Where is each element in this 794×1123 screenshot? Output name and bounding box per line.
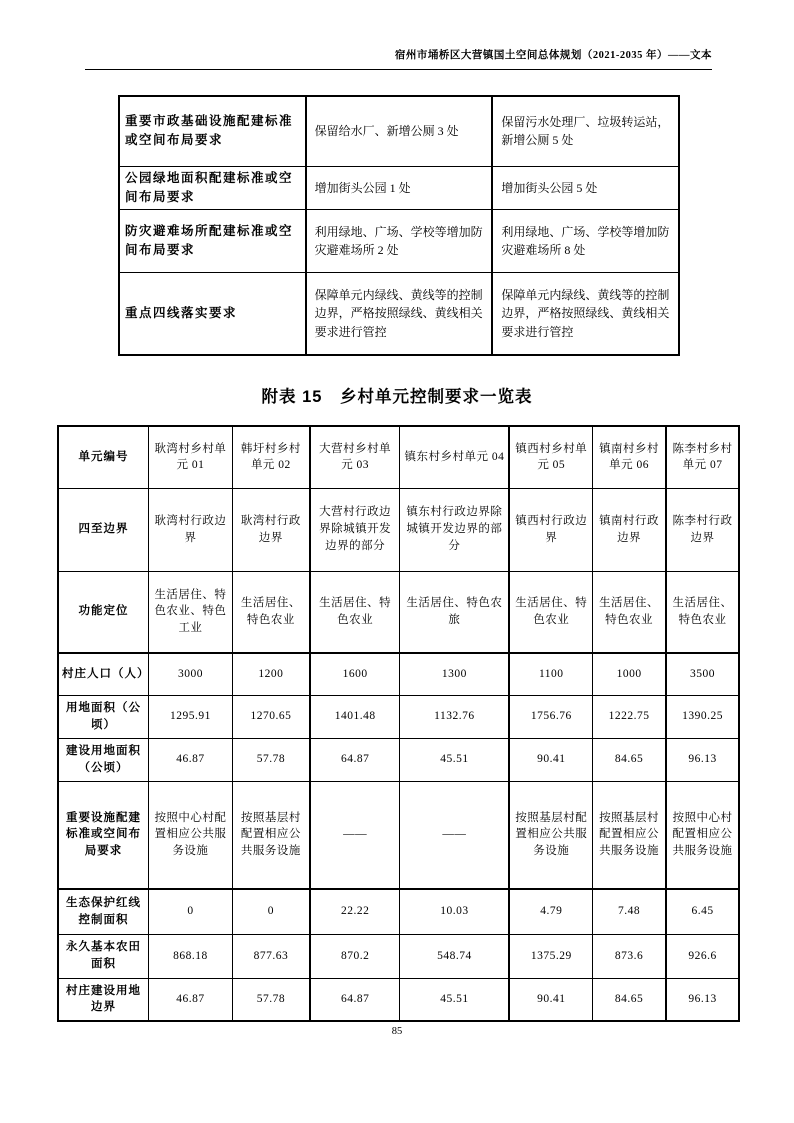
row-label: 用地面积（公顷） xyxy=(58,695,149,738)
table-cell: 64.87 xyxy=(310,738,400,781)
table-cell: 90.41 xyxy=(509,738,592,781)
table-row xyxy=(58,738,739,781)
column-header: 镇南村乡村单元 06 xyxy=(593,426,667,488)
table-row xyxy=(58,653,739,695)
table-cell: 84.65 xyxy=(593,978,667,1021)
row-label: 单元编号 xyxy=(58,426,149,488)
column-header: 镇西村乡村单元 05 xyxy=(509,426,592,488)
table-cell: 生活居住、特色农业 xyxy=(509,571,592,653)
table-cell: 548.74 xyxy=(400,934,510,978)
table-cell: —— xyxy=(310,781,400,889)
table-cell: 生活居住、特色农旅 xyxy=(400,571,510,653)
table-cell: 96.13 xyxy=(666,738,739,781)
document-header xyxy=(85,47,712,62)
table-cell: 877.63 xyxy=(232,934,310,978)
table-cell: 1756.76 xyxy=(509,695,592,738)
table-cell: 4.79 xyxy=(509,889,592,934)
table-cell: 1375.29 xyxy=(509,934,592,978)
table-row xyxy=(119,210,679,273)
row-label: 重要设施配建标准或空间布局要求 xyxy=(58,781,149,889)
table-row xyxy=(119,96,679,166)
table-cell: 增加街头公园 5 处 xyxy=(492,166,679,210)
table-row xyxy=(119,166,679,210)
table-cell: 1270.65 xyxy=(232,695,310,738)
table-cell: 1300 xyxy=(400,653,510,695)
table-cell: 镇西村行政边界 xyxy=(509,488,592,571)
village-unit-control-table xyxy=(57,425,740,1022)
row-label: 防灾避难场所配建标准或空间布局要求 xyxy=(119,210,306,273)
table-row xyxy=(119,273,679,355)
table-cell: 按照中心村配置相应公共服务设施 xyxy=(666,781,739,889)
table-cell: 生活居住、特色农业 xyxy=(232,571,310,653)
table-cell: 926.6 xyxy=(666,934,739,978)
table-cell: 按照基层村配置相应公共服务设施 xyxy=(232,781,310,889)
table-cell: 大营村行政边界除城镇开发边界的部分 xyxy=(310,488,400,571)
table-row xyxy=(58,488,739,571)
table-cell: 1200 xyxy=(232,653,310,695)
column-header: 镇东村乡村单元 04 xyxy=(400,426,510,488)
table-cell: 22.22 xyxy=(310,889,400,934)
table-cell: 保留给水厂、新增公厕 3 处 xyxy=(306,96,493,166)
header-divider xyxy=(85,69,712,70)
table-cell: 6.45 xyxy=(666,889,739,934)
table-cell: —— xyxy=(400,781,510,889)
row-label: 公园绿地面积配建标准或空间布局要求 xyxy=(119,166,306,210)
table-cell: 3500 xyxy=(666,653,739,695)
header-title: 宿州市埇桥区大营镇国土空间总体规划（2021-2035 年）——文本 xyxy=(394,50,712,61)
table-cell: 1401.48 xyxy=(310,695,400,738)
table-cell: 增加街头公园 1 处 xyxy=(306,166,493,210)
unit-control-requirements-table xyxy=(118,95,680,356)
table-row xyxy=(58,889,739,934)
table-cell: 1295.91 xyxy=(149,695,233,738)
row-label: 生态保护红线控制面积 xyxy=(58,889,149,934)
table-cell: 57.78 xyxy=(232,978,310,1021)
column-header: 耿湾村乡村单元 01 xyxy=(149,426,233,488)
table-cell: 1100 xyxy=(509,653,592,695)
table-row xyxy=(58,934,739,978)
table-cell: 45.51 xyxy=(400,738,510,781)
table-row xyxy=(58,978,739,1021)
table-cell: 84.65 xyxy=(593,738,667,781)
row-label: 重要市政基础设施配建标准或空间布局要求 xyxy=(119,96,306,166)
table-cell: 1222.75 xyxy=(593,695,667,738)
appendix-table-title: 附表 15 乡村单元控制要求一览表 xyxy=(261,388,533,406)
table-cell: 868.18 xyxy=(149,934,233,978)
table-cell: 生活居住、特色农业 xyxy=(666,571,739,653)
table-cell: 镇南村行政边界 xyxy=(593,488,667,571)
table-cell: 生活居住、特色农业 xyxy=(593,571,667,653)
table-cell: 90.41 xyxy=(509,978,592,1021)
table-cell: 1132.76 xyxy=(400,695,510,738)
table-cell: 按照基层村配置相应公共服务设施 xyxy=(509,781,592,889)
table-cell: 耿湾村行政边界 xyxy=(149,488,233,571)
table-cell: 按照中心村配置相应公共服务设施 xyxy=(149,781,233,889)
table-cell: 按照基层村配置相应公共服务设施 xyxy=(593,781,667,889)
table-cell: 镇东村行政边界除城镇开发边界的部分 xyxy=(400,488,510,571)
table-cell: 保障单元内绿线、黄线等的控制边界，严格按照绿线、黄线相关要求进行管控 xyxy=(492,273,679,355)
table-cell: 870.2 xyxy=(310,934,400,978)
column-header: 大营村乡村单元 03 xyxy=(310,426,400,488)
table-cell: 保障单元内绿线、黄线等的控制边界，严格按照绿线、黄线相关要求进行管控 xyxy=(306,273,493,355)
table-header-row xyxy=(58,426,739,488)
table-row xyxy=(58,695,739,738)
column-header: 韩圩村乡村单元 02 xyxy=(232,426,310,488)
table-cell: 46.87 xyxy=(149,738,233,781)
row-label: 永久基本农田面积 xyxy=(58,934,149,978)
table-cell: 45.51 xyxy=(400,978,510,1021)
table-cell: 陈李村行政边界 xyxy=(666,488,739,571)
table-cell: 873.6 xyxy=(593,934,667,978)
table-cell: 0 xyxy=(149,889,233,934)
row-label: 村庄人口（人） xyxy=(58,653,149,695)
table-cell: 1600 xyxy=(310,653,400,695)
row-label: 村庄建设用地边界 xyxy=(58,978,149,1021)
row-label: 功能定位 xyxy=(58,571,149,653)
row-label: 建设用地面积（公顷） xyxy=(58,738,149,781)
table-row xyxy=(58,571,739,653)
table-cell: 96.13 xyxy=(666,978,739,1021)
table-cell: 3000 xyxy=(149,653,233,695)
table-cell: 0 xyxy=(232,889,310,934)
table-cell: 10.03 xyxy=(400,889,510,934)
row-label: 重点四线落实要求 xyxy=(119,273,306,355)
table-cell: 1390.25 xyxy=(666,695,739,738)
row-label: 四至边界 xyxy=(58,488,149,571)
page-number: 85 xyxy=(391,1026,403,1037)
table-cell: 46.87 xyxy=(149,978,233,1021)
table-cell: 生活居住、特色农业、特色工业 xyxy=(149,571,233,653)
table-cell: 利用绿地、广场、学校等增加防灾避难场所 2 处 xyxy=(306,210,493,273)
table-cell: 1000 xyxy=(593,653,667,695)
table-cell: 保留污水处理厂、垃圾转运站，新增公厕 5 处 xyxy=(492,96,679,166)
table-cell: 利用绿地、广场、学校等增加防灾避难场所 8 处 xyxy=(492,210,679,273)
table-cell: 57.78 xyxy=(232,738,310,781)
table-cell: 64.87 xyxy=(310,978,400,1021)
table-cell: 耿湾村行政边界 xyxy=(232,488,310,571)
table-row xyxy=(58,781,739,889)
column-header: 陈李村乡村单元 07 xyxy=(666,426,739,488)
table-cell: 生活居住、特色农业 xyxy=(310,571,400,653)
table-cell: 7.48 xyxy=(593,889,667,934)
